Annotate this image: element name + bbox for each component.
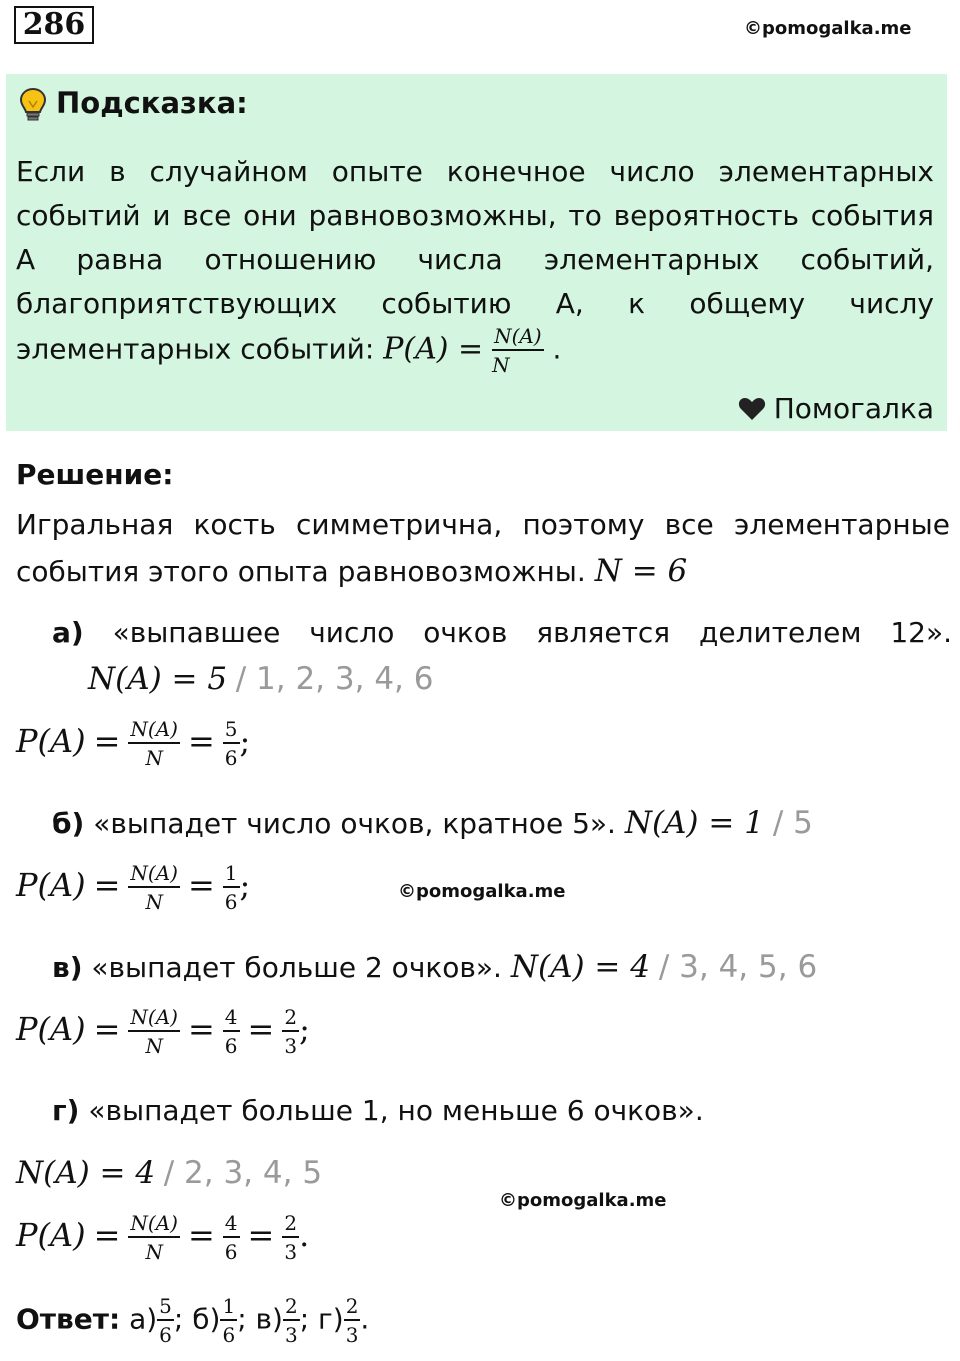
- hint-title: [18, 84, 248, 123]
- watermark: ©pomogalka.me: [398, 881, 566, 902]
- hint-fraction-numerator: N(A): [492, 326, 544, 351]
- hint-title-text: Подсказка:: [56, 86, 248, 120]
- punctuation: ;: [239, 722, 251, 760]
- hint-formula-lhs: P(A) =: [383, 331, 484, 367]
- item-b-probability: P(A) = $\frac{N(A)}{N}$ = $\frac{1}{6}$ ;: [16, 861, 251, 914]
- denominator: 6: [224, 890, 238, 914]
- lightbulb-icon: [18, 87, 48, 123]
- numerator: 1: [220, 1296, 237, 1321]
- hint-text: [16, 150, 934, 375]
- item-c-na: N(A) = 4: [510, 949, 650, 985]
- item-c-text: «выпадет больше 2 очков».: [91, 951, 502, 984]
- solution-intro-text: Игральная кость симметрична, поэтому все элементарные события этого опыта равновозможны.: [16, 508, 950, 588]
- item-d-outcomes: / 2, 3, 4, 5: [163, 1155, 323, 1191]
- numerator: 1: [223, 863, 240, 888]
- item-a-result: [223, 719, 240, 768]
- hint-formula-fraction: [492, 326, 544, 375]
- numerator: N(A): [128, 863, 180, 888]
- item-a: [52, 610, 952, 656]
- solution-intro: [16, 502, 950, 595]
- item-a-p-lhs: P(A): [16, 722, 86, 760]
- denominator: 3: [284, 1323, 298, 1347]
- item-d-fraction: [128, 1213, 180, 1262]
- numerator: N(A): [128, 1213, 180, 1238]
- item-d-na: N(A) = 4: [16, 1155, 156, 1191]
- numerator: N(A): [128, 1007, 180, 1032]
- denominator: 6: [222, 1323, 236, 1347]
- brand: [738, 390, 934, 428]
- answer-d-label: г): [318, 1302, 344, 1336]
- item-b-result: [223, 863, 240, 912]
- answer-label: Ответ:: [16, 1302, 121, 1336]
- separator: ;: [173, 1302, 184, 1336]
- denominator: 6: [224, 1034, 238, 1058]
- hint-body: Если в случайном опыте конечное число элементарных событий и все они равновозможны, то вероятность события А равна отношению числа элементарных событий, благоприятствующих событию А, к общему числу элементарных событий:: [16, 155, 934, 366]
- answer-a-value: [157, 1296, 174, 1345]
- item-c-p-lhs: P(A): [16, 1010, 86, 1048]
- item-b-outcomes: / 5: [772, 805, 813, 841]
- watermark: ©pomogalka.me: [499, 1190, 667, 1211]
- solution-title: Решение:: [16, 458, 174, 491]
- denominator: 6: [224, 1240, 238, 1264]
- numerator: 4: [223, 1213, 240, 1238]
- problem-number: 286: [14, 6, 94, 44]
- item-d-na-line: [16, 1150, 322, 1196]
- intro-formula: N = 6: [594, 553, 688, 589]
- denominator: 6: [159, 1323, 172, 1347]
- denominator: 3: [284, 1034, 298, 1058]
- denominator: N: [145, 746, 163, 770]
- separator: ;: [299, 1302, 310, 1336]
- item-c-fraction: [128, 1007, 180, 1056]
- brand-name: Помогалка: [773, 392, 934, 425]
- denominator: N: [145, 1240, 163, 1264]
- item-b-na: N(A) = 1: [624, 805, 764, 841]
- denominator: 3: [345, 1323, 359, 1347]
- item-d-result-2: [282, 1213, 299, 1262]
- item-d-p-lhs: P(A): [16, 1216, 86, 1254]
- hint-fraction-denominator: N: [492, 353, 510, 377]
- item-d-label: г): [52, 1094, 80, 1127]
- item-c-result-1: [223, 1007, 240, 1056]
- item-d-result-1: [223, 1213, 240, 1262]
- separator: ;: [237, 1302, 247, 1336]
- answer-c-value: [283, 1296, 300, 1345]
- punctuation: ;: [239, 866, 251, 904]
- item-a-na: N(A) = 5: [88, 661, 228, 697]
- hint-formula-end: .: [552, 332, 562, 366]
- item-d: [52, 1088, 952, 1134]
- numerator: 2: [344, 1296, 361, 1321]
- watermark: ©pomogalka.me: [744, 18, 912, 39]
- item-d-text: «выпадет больше 1, но меньше 6 очков».: [88, 1094, 704, 1127]
- numerator: 2: [282, 1213, 299, 1238]
- item-a-label: а): [52, 616, 84, 649]
- numerator: 4: [223, 1007, 240, 1032]
- answer-c-label: в): [255, 1302, 283, 1336]
- item-a-text: «выпавшее число очков является делителем 12».: [112, 616, 952, 649]
- item-b-p-lhs: P(A): [16, 866, 86, 904]
- answer-b-value: [220, 1296, 237, 1345]
- denominator: 6: [224, 746, 238, 770]
- item-b: [52, 800, 952, 847]
- item-c-outcomes: / 3, 4, 5, 6: [658, 949, 818, 985]
- denominator: N: [145, 1034, 163, 1058]
- item-c: [52, 944, 952, 991]
- item-a-probability: P(A) = $\frac{N(A)}{N}$ = $\frac{5}{6}$ ;: [16, 717, 251, 770]
- denominator: 3: [284, 1240, 298, 1264]
- item-b-label: б): [52, 807, 85, 840]
- numerator: 2: [282, 1007, 299, 1032]
- answer-a-label: а): [129, 1302, 158, 1336]
- item-c-probability: P(A) = $\frac{N(A)}{N}$ = $\frac{4}{6}$ = $\frac{2}{3}$ ;: [16, 1005, 310, 1058]
- numerator: 5: [223, 719, 240, 744]
- heart-icon: [738, 397, 766, 421]
- item-a-fraction: [128, 719, 180, 768]
- answer-d-value: [344, 1296, 361, 1345]
- numerator: N(A): [128, 719, 180, 744]
- punctuation: ;: [299, 1010, 310, 1048]
- numerator: 5: [157, 1296, 174, 1321]
- numerator: 2: [283, 1296, 300, 1321]
- item-a-outcomes: / 1, 2, 3, 4, 6: [235, 661, 434, 697]
- item-c-result-2: [282, 1007, 299, 1056]
- item-c-label: в): [52, 951, 83, 984]
- item-b-fraction: [128, 863, 180, 912]
- item-d-probability: P(A) = $\frac{N(A)}{N}$ = $\frac{4}{6}$ = $\frac{2}{3}$ .: [16, 1211, 310, 1264]
- item-a-na-line: [88, 656, 433, 702]
- punctuation: .: [299, 1216, 310, 1254]
- denominator: N: [145, 890, 163, 914]
- answer-b-label: б): [192, 1302, 221, 1336]
- answer: [16, 1296, 369, 1345]
- separator: .: [360, 1302, 370, 1336]
- item-b-text: «выпадет число очков, кратное 5».: [93, 807, 616, 840]
